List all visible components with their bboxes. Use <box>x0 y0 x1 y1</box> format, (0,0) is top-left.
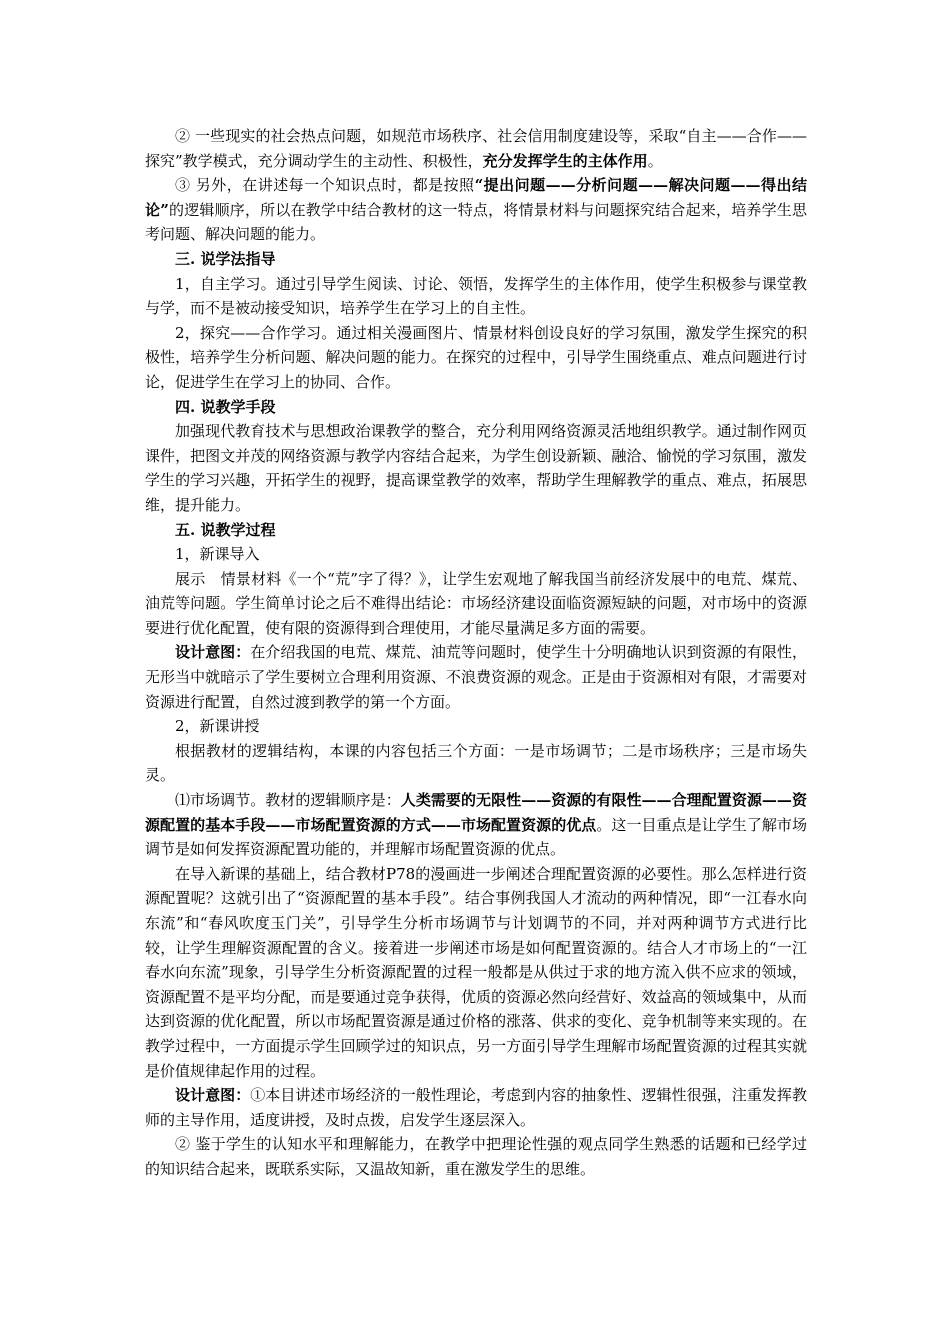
text-segment: 在介绍我国的电荒、煤荒、油荒等问题时，使学生十分明确地认识到资源的有限性，无形当中就暗示了学生要树立合理利用资源、不浪费资源的观念。正是由于资源相对有限，才需要对资源进行配置，自然过渡到教学的第一个方面。 <box>145 643 807 711</box>
text-segment: ①本目讲述市场经济的一般性理论，考虑到内容的抽象性、逻辑性很强，注重发挥教师的主导作用，适度讲授，及时点拨，启发学生逐层深入。 <box>145 1086 807 1129</box>
text-segment: ⑴市场调节。教材的逻辑顺序是： <box>175 791 401 810</box>
section-heading <box>145 518 807 543</box>
text-segment: ② 一些现实的社会热点问题，如规范市场秩序、社会信用制度建设等，采取“自主——合作——探究”教学模式，充分调动学生的主动性、积极性， <box>145 127 807 170</box>
bold-text: 三. 说学法指导 <box>175 249 276 268</box>
body-paragraph <box>145 542 807 567</box>
bold-text: 五. 说教学过程 <box>175 520 276 539</box>
body-paragraph <box>145 124 807 173</box>
body-paragraph <box>145 788 807 862</box>
body-paragraph <box>145 321 807 395</box>
text-segment: 根据教材的逻辑结构，本课的内容包括三个方面：一是市场调节；二是市场秩序；三是市场失灵。 <box>145 741 807 785</box>
text-segment: 展示 情景材料《一个“荒”字了得？》，让学生宏观地了解我国当前经济发展中的电荒、煤荒、油荒等问题。学生简单讨论之后不难得出结论：市场经济建设面临资源短缺的问题，对市场中的资源要进行优化配置，使有限的资源得到合理使用，才能尽量满足多方面的需要。 <box>145 569 807 637</box>
body-paragraph <box>145 1132 807 1181</box>
text-segment: 1，新课导入 <box>175 545 260 564</box>
bold-text: 设计意图： <box>175 643 251 662</box>
section-heading <box>145 395 807 420</box>
text-segment: 。这一目重点是让学生了解市场调节是如何发挥资源配置功能的，并理解市场配置资源的优点。 <box>145 815 807 859</box>
body-paragraph <box>145 714 807 739</box>
body-paragraph <box>145 173 807 247</box>
text-segment: 加强现代教育技术与思想政治课教学的整合，充分利用网络资源灵活地组织教学。通过制作网页课件，把图文并茂的网络资源与教学内容结合起来，为学生创设新颖、融洽、愉悦的学习氛围，激发学生的学习兴趣，开拓学生的视野，提高课堂教学的效率，帮助学生理解教学的重点、难点，拓展思维，提升能力。 <box>145 422 807 514</box>
section-heading <box>145 247 807 272</box>
bold-text: “提出问题——分析问题——解决问题——得出结论” <box>145 176 807 219</box>
bold-text: 设计意图： <box>175 1086 251 1105</box>
text-segment: 2，新课讲授 <box>175 717 260 736</box>
bold-text: 充分发挥学生的主体作用 <box>482 151 648 170</box>
text-segment: 。 <box>647 151 663 170</box>
text-segment: ② 鉴于学生的认知水平和理解能力，在教学中把理论性强的观点同学生熟悉的话题和已经学过的知识结合起来，既联系实际，又温故知新，重在激发学生的思维。 <box>145 1135 807 1178</box>
text-segment: 在导入新课的基础上，结合教材P78的漫画进一步阐述合理配置资源的必要性。那么怎样进行资源配置呢？这就引出了“资源配置的基本手段”。结合事例我国人才流动的两种情况，即“一江春水向东流”和“春风吹度玉门关”，引导学生分析市场调节与计划调节的不同，并对两种调节方式进行比较，让学生理解资源配置的含义。接着进一步阐述市场是如何配置资源的。结合人才市场上的“一江春水向东流”现象，引导学生分析资源配置的过程一般都是从供过于求的地方流入供不应求的领域，资源配置不是平均分配，而是要通过竞争获得，优质的资源必然向经营好、效益高的领域集中，从而达到资源的优化配置，所以市场配置资源是通过价格的涨落、供求的变化、竞争机制等来实现的。在教学过程中，一方面提示学生回顾学过的知识点，另一方面引导学生理解市场配置资源的过程其实就是价值规律起作用的过程。 <box>145 864 807 1080</box>
text-segment: 1，自主学习。通过引导学生阅读、讨论、领悟，发挥学生的主体作用，使学生积极参与课堂教与学，而不是被动接受知识，培养学生在学习上的自主性。 <box>145 274 807 318</box>
text-segment: ③ 另外，在讲述每一个知识点时，都是按照 <box>175 176 475 195</box>
body-paragraph <box>145 419 807 517</box>
bold-text: 四. 说教学手段 <box>175 397 276 416</box>
document-page <box>145 124 807 1182</box>
bold-text: 人类需要的无限性——资源的有限性——合理配置资源——资源配置的基本手段——市场配置资源的方式——市场配置资源的优点 <box>145 791 807 834</box>
text-segment: 2，探究——合作学习。通过相关漫画图片、情景材料创设良好的学习氛围，激发学生探究的积极性，培养学生分析问题、解决问题的能力。在探究的过程中，引导学生围绕重点、难点问题进行讨论，促进学生在学习上的协同、合作。 <box>145 323 807 391</box>
body-paragraph <box>145 739 807 788</box>
body-paragraph <box>145 640 807 714</box>
body-paragraph <box>145 272 807 321</box>
body-paragraph <box>145 567 807 641</box>
body-paragraph <box>145 1083 807 1132</box>
text-segment: 的逻辑顺序，所以在教学中结合教材的这一特点，将情景材料与问题探究结合起来，培养学生思考问题、解决问题的能力。 <box>145 200 807 244</box>
body-paragraph <box>145 862 807 1083</box>
